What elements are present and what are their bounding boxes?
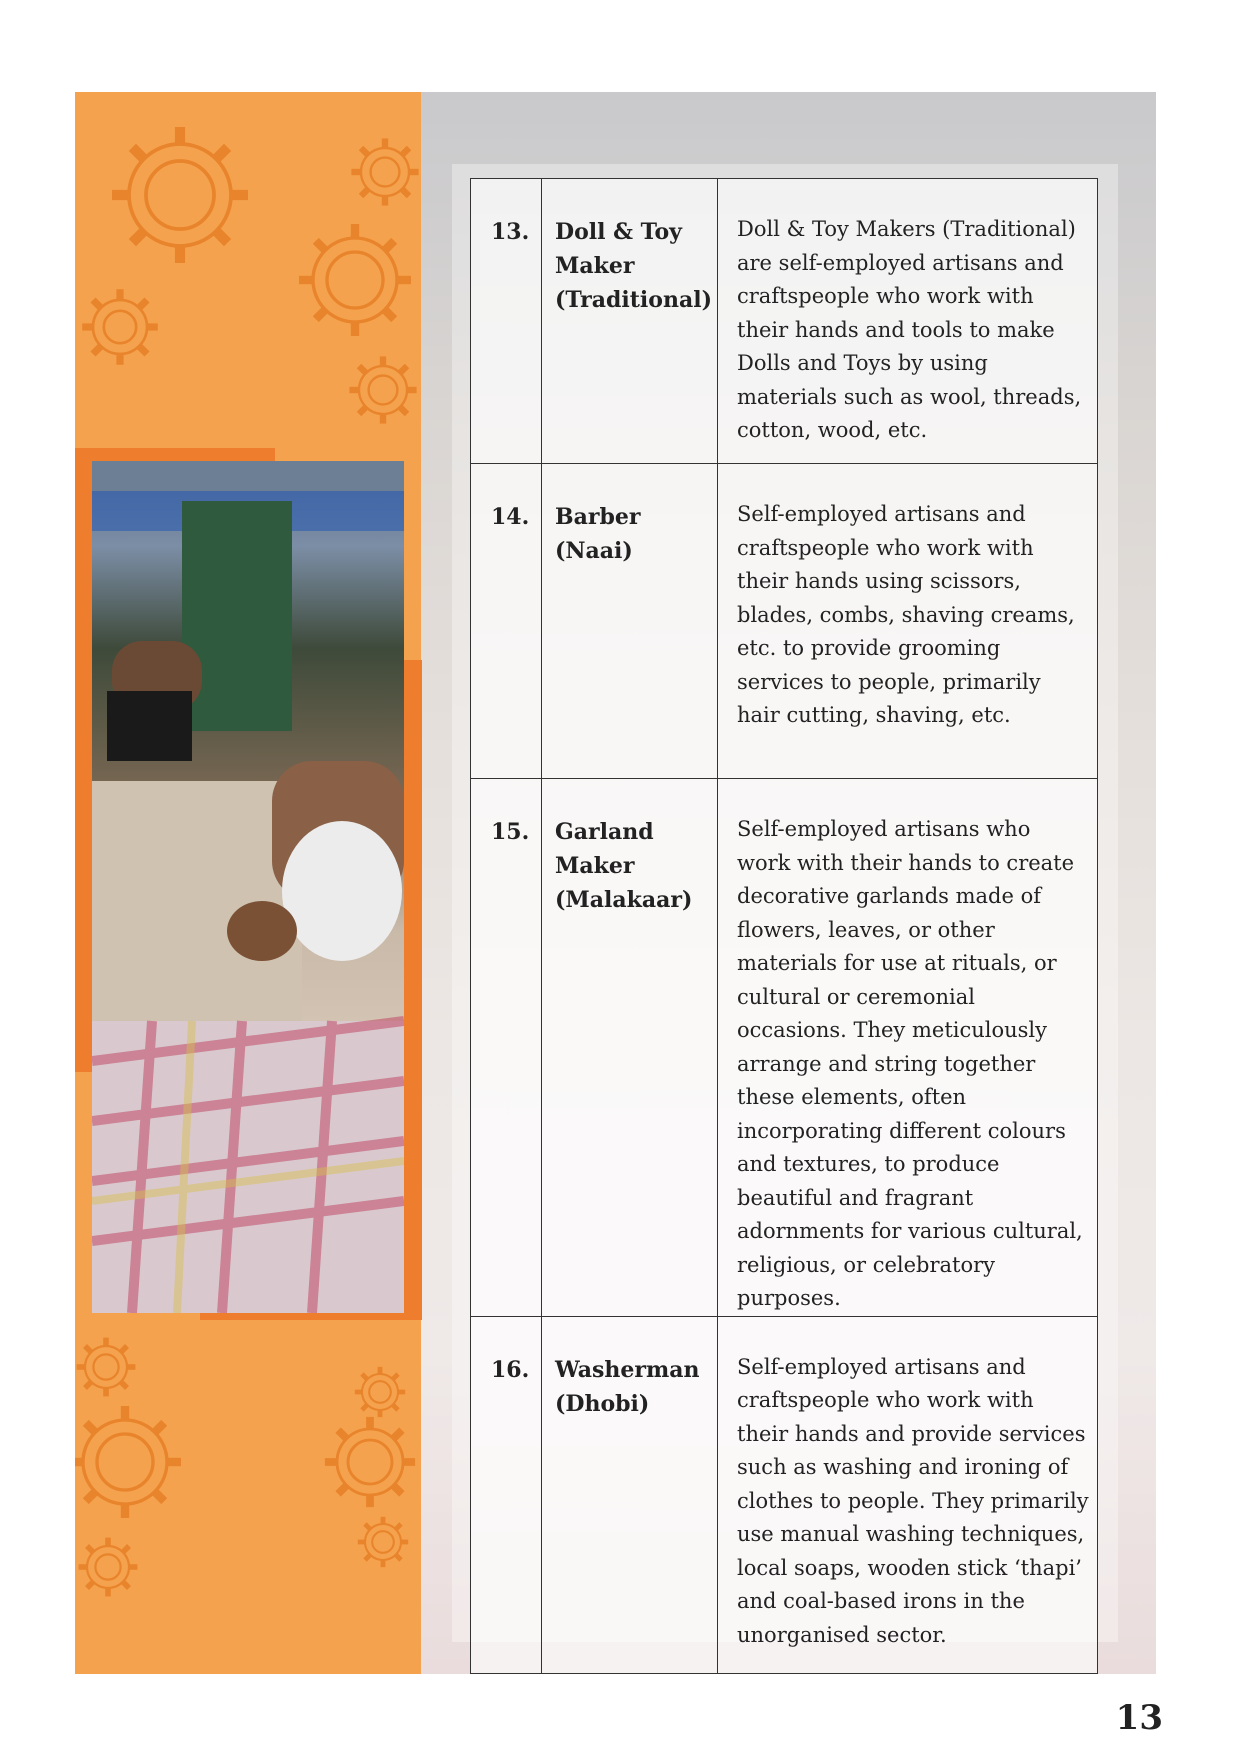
gear-icon	[345, 132, 421, 212]
row-description: Self-employed artisans and craftspeople who work with their hands using scissors, blades, combs, shaving creams, etc. to provide grooming services to people, primarily hair cutting, shaving, etc.	[718, 464, 1098, 779]
table-row	[471, 179, 1098, 464]
gear-icon	[75, 1532, 143, 1602]
gear-icon	[353, 1512, 413, 1572]
row-number: 16.	[471, 1316, 542, 1673]
row-craft-name: Doll & Toy Maker (Traditional)	[542, 179, 718, 464]
barber-photo-illustration	[92, 461, 404, 1313]
row-number: 13.	[471, 179, 542, 464]
page-number: 13	[1115, 1698, 1163, 1738]
craft-table	[470, 178, 1098, 1674]
row-number: 14.	[471, 464, 542, 779]
gear-icon	[285, 210, 421, 350]
row-description: Doll & Toy Makers (Traditional) are self-employed artisans and craftspeople who work with their hands and tools to make Dolls and Toys by using materials such as wool, threads, cotton, wood, etc.	[718, 179, 1098, 464]
table-row	[471, 779, 1098, 1317]
row-craft-name: Barber (Naai)	[542, 464, 718, 779]
gear-icon	[315, 1407, 421, 1517]
row-craft-name: Washerman (Dhobi)	[542, 1316, 718, 1673]
row-description: Self-employed artisans who work with their hands to create decorative garlands made of flowers, leaves, or other materials for use at rituals, or cultural or ceremonial occasions. They meticulously arrange and string together these elements, often incorporating different colours and textures, to produce beautiful and fragrant adornments for various cultural, religious, or celebratory purposes.	[718, 779, 1098, 1317]
table-row	[471, 1316, 1098, 1673]
gear-icon	[95, 110, 265, 280]
row-description: Self-employed artisans and craftspeople who work with their hands and provide services such as washing and ironing of clothes to people. They primarily use manual washing techniques, local soaps, wooden stick ‘thapi’ and coal-based irons in the unorganised sector.	[718, 1316, 1098, 1673]
gear-icon	[75, 282, 165, 372]
row-number: 15.	[471, 779, 542, 1317]
gear-icon	[343, 350, 421, 430]
table-row	[471, 464, 1098, 779]
barber-photo	[92, 461, 404, 1313]
gear-icon	[75, 1392, 195, 1532]
row-craft-name: Garland Maker (Malakaar)	[542, 779, 718, 1317]
